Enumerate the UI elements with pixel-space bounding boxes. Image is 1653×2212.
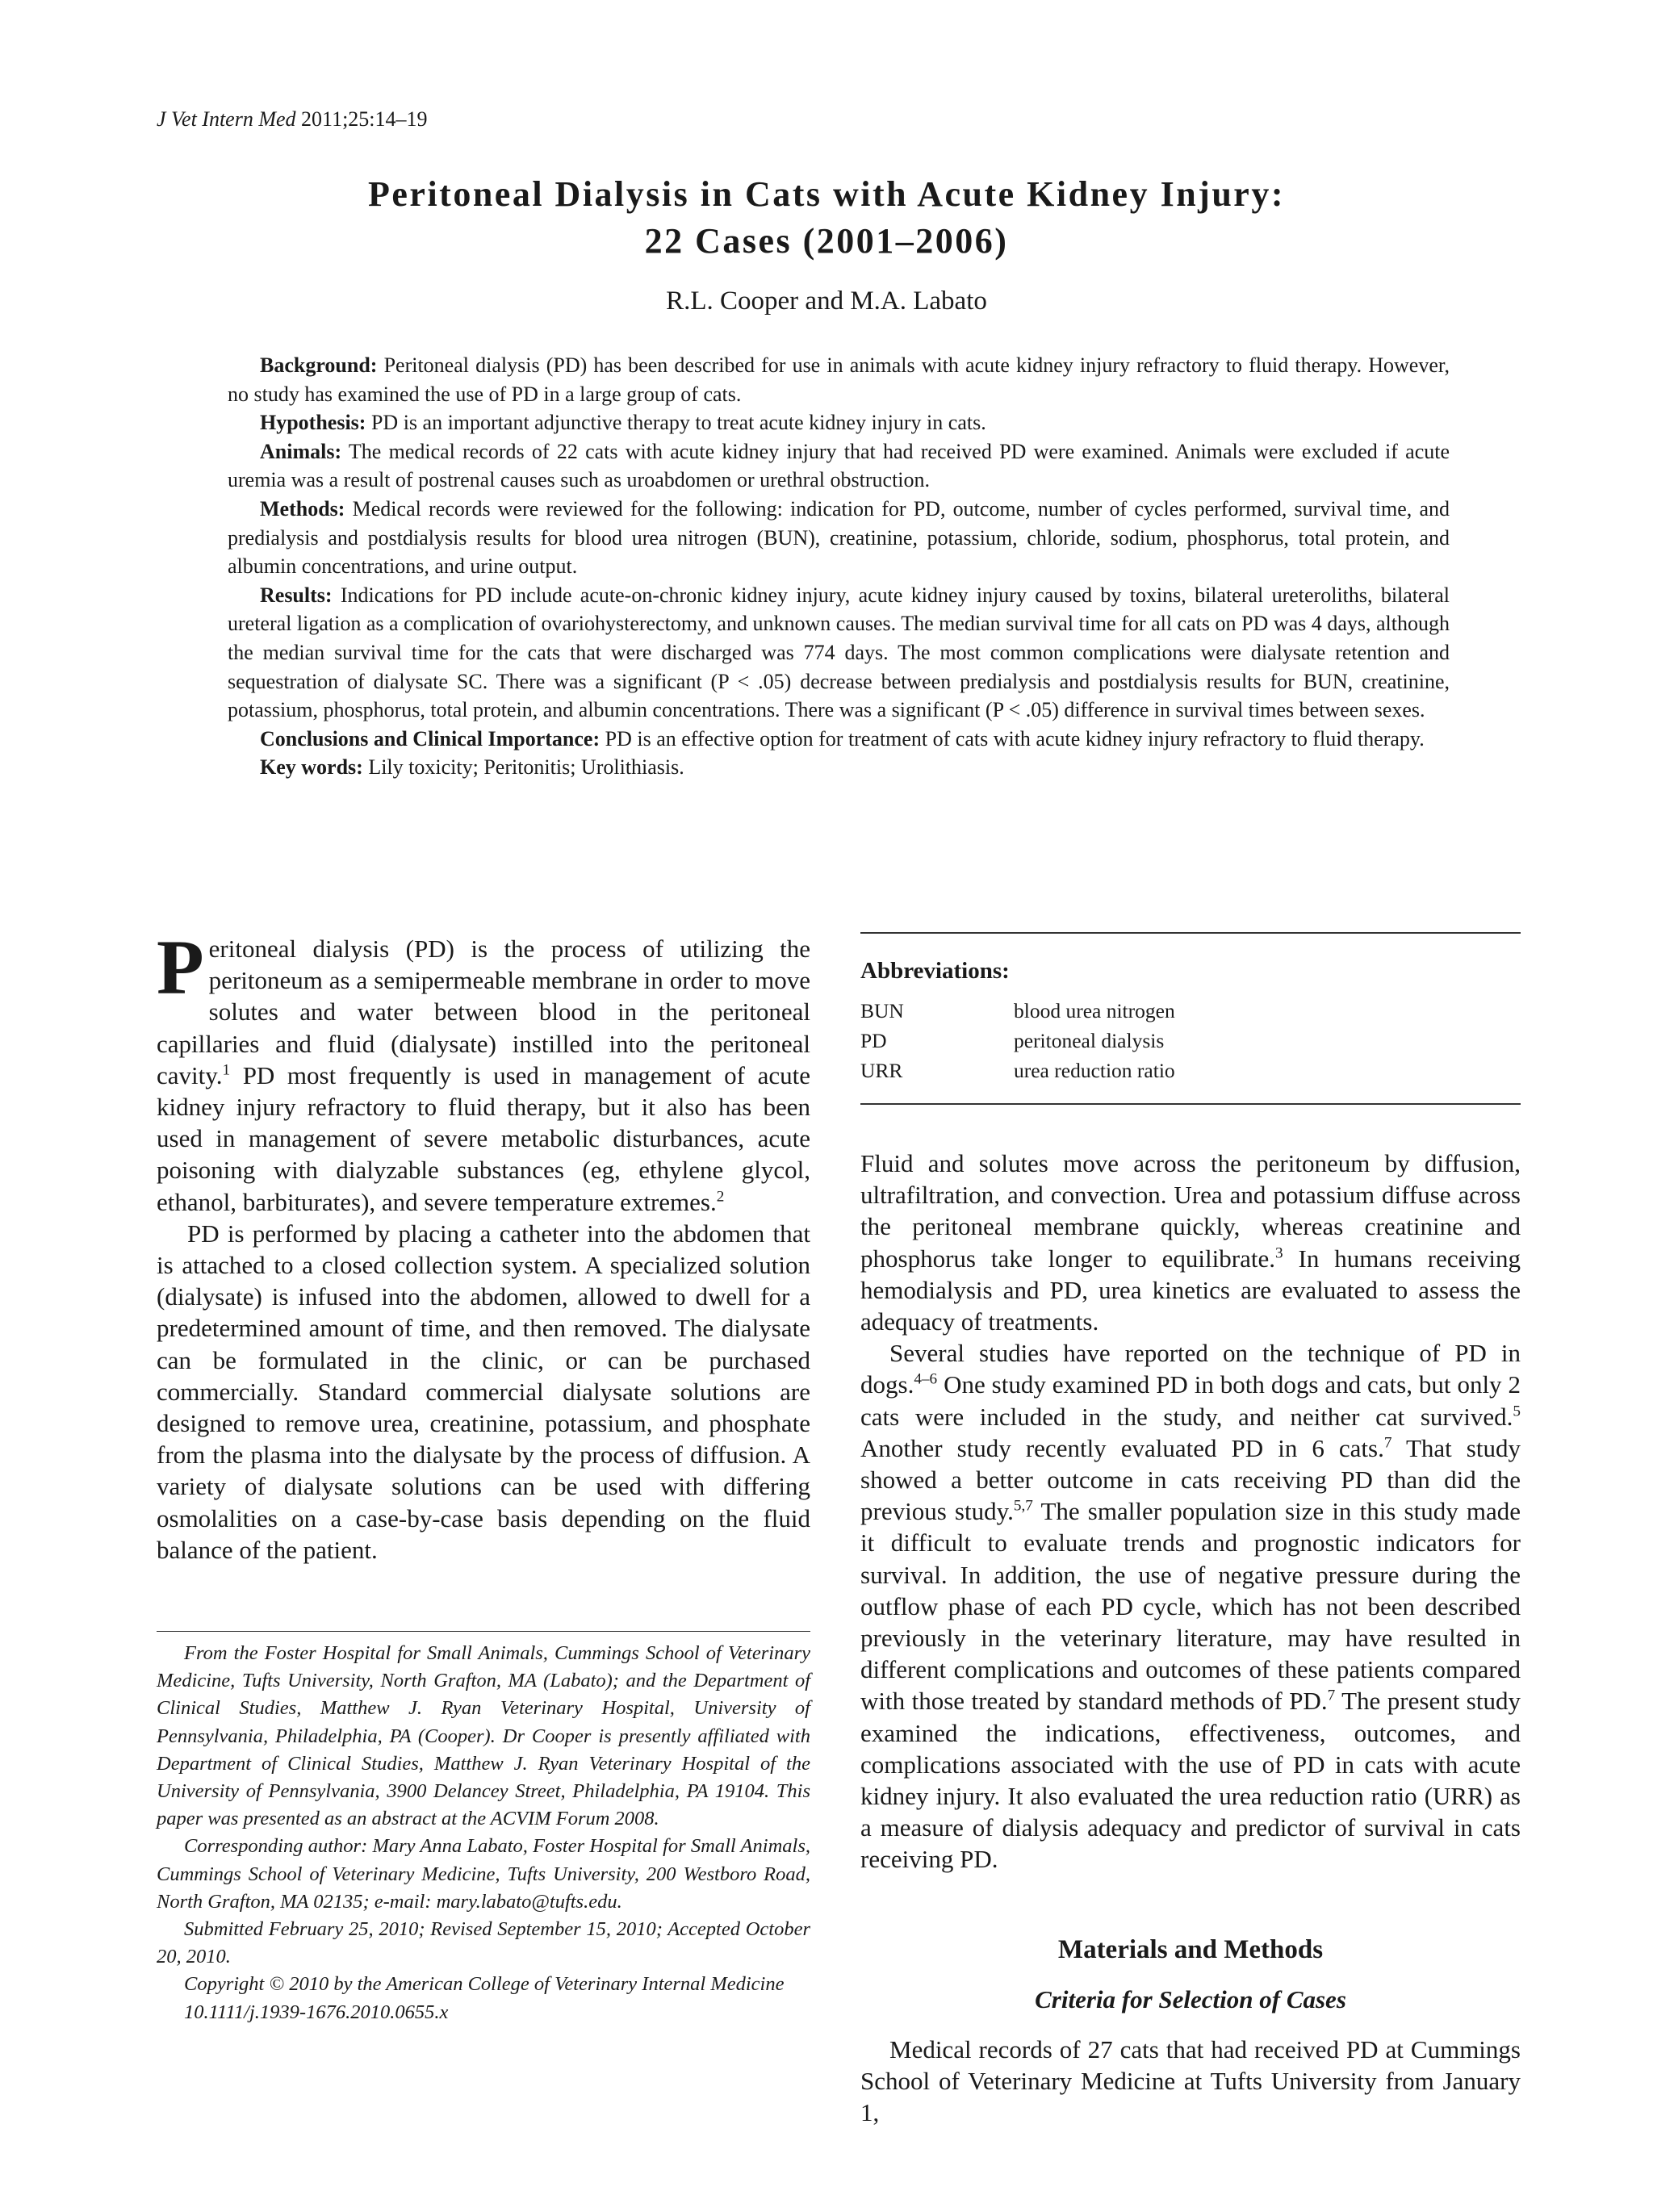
label-keywords: Key words:: [260, 755, 363, 780]
abstract-keywords: Key words: Lily toxicity; Peritonitis; Urolithiasis.: [260, 755, 684, 780]
footnote-affiliation: From the Foster Hospital for Small Animals, Cummings School of Veterinary Medicine, Tufts University, North Grafton, MA (Labato); and the Department of Clinical Studies, Matthew J. Ryan Veterinary Hospital, University of Pennsylvania, Philadelphia, PA (Cooper). Dr Cooper is presently affiliated with Department of Clinical Studies, Matthew J. Ryan Veterinary Hospital of the University of Pennsylvania, 3900 Delancey Street, Philadelphia, PA 19104. This paper was presented as an abstract at the ACVIM Forum 2008.: [157, 1642, 810, 1830]
footnote-submitted: Submitted February 25, 2010; Revised September 15, 2010; Accepted October 20, 2010.: [157, 1918, 810, 1968]
intro-paragraph-2: PD is performed by placing a catheter into the abdomen that is attached to a closed collection system. A specialized solution (dialysate) is infused into the abdomen, allowed to dwell for a predetermined amount of time, and then removed. The dialysate can be formulated in the clinic, or can be purchased commercially. Standard commercial dialysate solutions are designed to remove urea, creatinine, potassium, and phosphate from the plasma into the dialysate by the process of diffusion. A variety of dialysate solutions can be used with differing osmolalities on a case-by-case basis depending on the fluid balance of the patient.: [157, 1219, 810, 1564]
label-hypothesis: Hypothesis:: [260, 411, 366, 435]
abbreviation-row: BUN blood urea nitrogen: [860, 999, 1175, 1022]
label-background: Background:: [260, 353, 378, 377]
abbreviation-row: PD peritoneal dialysis: [860, 1029, 1165, 1052]
journal-volume: 2011;25:14–19: [295, 107, 428, 131]
article-title: [202, 171, 1451, 265]
ref-5-7[interactable]: 5,7: [1013, 1497, 1033, 1515]
label-conclusions: Conclusions and Clinical Importance:: [260, 726, 601, 751]
footnote-divider: [157, 1631, 810, 1632]
label-methods: Methods:: [260, 496, 345, 521]
ref-3[interactable]: 3: [1274, 1244, 1283, 1262]
subsection-heading-criteria: Criteria for Selection of Cases: [1035, 1985, 1346, 2013]
journal-citation: [157, 107, 428, 132]
title-line-1: Peritoneal Dialysis in Cats with Acute Kidney Injury:: [368, 174, 1285, 214]
label-results: Results:: [260, 583, 333, 607]
footnotes: [157, 1640, 810, 2026]
ref-1[interactable]: 1: [222, 1061, 231, 1079]
right-column: [860, 1148, 1521, 1875]
section-heading-methods: Materials and Methods: [1057, 1935, 1324, 1964]
author-list: R.L. Cooper and M.A. Labato: [666, 286, 987, 316]
abbreviations-box: [860, 932, 1521, 1105]
footnote-copyright: Copyright © 2010 by the American College of Veterinary Internal Medicine: [184, 1973, 785, 1996]
ref-7b[interactable]: 7: [1327, 1687, 1336, 1705]
journal-name: J Vet Intern Med: [157, 107, 296, 131]
methods-paragraph: [860, 2034, 1521, 2129]
right-paragraph-1: Fluid and solutes move across the peritoneum by diffusion, ultrafiltration, and convection. Urea and potassium diffuse across the peritoneal membrane quickly, whereas creatinine and phosphorus take longer to equilibrate.$^3$ In humans receiving hemodialysis and PD, urea kinetics are evaluated to assess the adequacy of treatments.: [860, 1149, 1521, 1336]
abstract-animals: Animals: The medical records of 22 cats with acute kidney injury that had received PD were examined. Animals were excluded if acute uremia was a result of postrenal causes such as uroabdomen or urethral obstruction.: [228, 439, 1450, 492]
intro-paragraph-1: Peritoneal dialysis (PD) is the process of utilizing the peritoneum as a semipermeable membrane in order to move solutes and water between blood in the peritoneal capillaries and fluid (dialysate) instilled into the peritoneal cavity.$^1$ PD most frequently is used in management of acute kidney injury refractory to fluid therapy, but it also has been used in management of severe metabolic disturbances, acute poisoning with dialyzable substances (eg, ethylene glycol, ethanol, barbiturates), and severe temperature extremes.$^2$: [157, 924, 810, 1216]
abbreviations-title: Abbreviations:: [860, 958, 1010, 984]
abstract-hypothesis: Hypothesis: PD is an important adjunctive therapy to treat acute kidney injury in cats.: [260, 411, 986, 435]
abstract-background: Background: Peritoneal dialysis (PD) has been described for use in animals with acute kidney injury refractory to fluid therapy. However, no study has examined the use of PD in a large group of cats.: [228, 353, 1450, 406]
drop-cap: P: [157, 924, 204, 1010]
abstract: [228, 351, 1450, 782]
ref-2[interactable]: 2: [716, 1188, 725, 1206]
title-line-2: 22 Cases (2001–2006): [644, 221, 1009, 261]
ref-7[interactable]: 7: [1383, 1434, 1392, 1452]
methods-text: Medical records of 27 cats that had received PD at Cummings School of Veterinary Medicine at Tufts University from January 1,: [860, 2035, 1521, 2127]
abstract-methods: Methods: Medical records were reviewed for the following: indication for PD, outcome, number of cycles performed, survival time, and predialysis and postdialysis results for blood urea nitrogen (BUN), creatinine, potassium, chloride, sodium, phosphorus, total protein, and albumin concentrations, and urine output.: [228, 496, 1450, 579]
abstract-results: Results: Indications for PD include acute-on-chronic kidney injury, acute kidney injury caused by toxins, bilateral ureteroliths, bilateral ureteral ligation as a complication of ovariohysterectomy, and unknown causes. The median survival time for all cats on PD was 4 days, although the median survival time for the cats that were discharged was 774 days. The most common complications were dialysate retention and sequestration of dialysate SC. There was a significant (P < .05) decrease between predialysis and postdialysis results for BUN, creatinine, potassium, phosphorus, total protein, and albumin concentrations. There was a significant (P < .05) difference in survival times between sexes.: [228, 583, 1450, 722]
abbreviation-row: URR urea reduction ratio: [860, 1059, 1175, 1082]
intro-column: [157, 924, 810, 1566]
footnote-doi: 10.1111/j.1939-1676.2010.0655.x: [184, 2001, 449, 2023]
label-animals: Animals:: [260, 439, 342, 463]
footnote-corresponding: Corresponding author: Mary Anna Labato, Foster Hospital for Small Animals, Cummings School of Veterinary Medicine, Tufts University, 200 Westboro Road, North Grafton, MA 02135; e-mail: mary.labato@tufts.edu.: [157, 1835, 810, 1913]
right-paragraph-2: Several studies have reported on the technique of PD in dogs.$^{4-6}$ One study examined PD in both dogs and cats, but only 2 cats were included in the study, and neither cat survived.$^5$ Another study recently evaluated PD in 6 cats.$^7$ That study showed a better outcome in cats receiving PD than did the previous study.$^{5,7}$ The smaller population size in this study made it difficult to evaluate trends and prognostic indicators for survival. In addition, the use of negative pressure during the outflow phase of each PD cycle, which has not been described previously in the veterinary literature, may have resulted in different complications and outcomes of these patients compared with those treated by standard methods of PD.$^7$ The present study examined the indications, effectiveness, outcomes, and complications associated with the use of PD in cats with acute kidney injury. It also evaluated the urea reduction ratio (URR) as a measure of dialysis adequacy and predictor of survival in cats receiving PD.: [860, 1339, 1521, 1874]
ref-5[interactable]: 5: [1513, 1403, 1521, 1420]
ref-4-6[interactable]: 4–6: [914, 1371, 938, 1389]
abstract-conclusions: Conclusions and Clinical Importance: PD is an effective option for treatment of cats with acute kidney injury refractory to fluid therapy.: [260, 726, 1425, 751]
